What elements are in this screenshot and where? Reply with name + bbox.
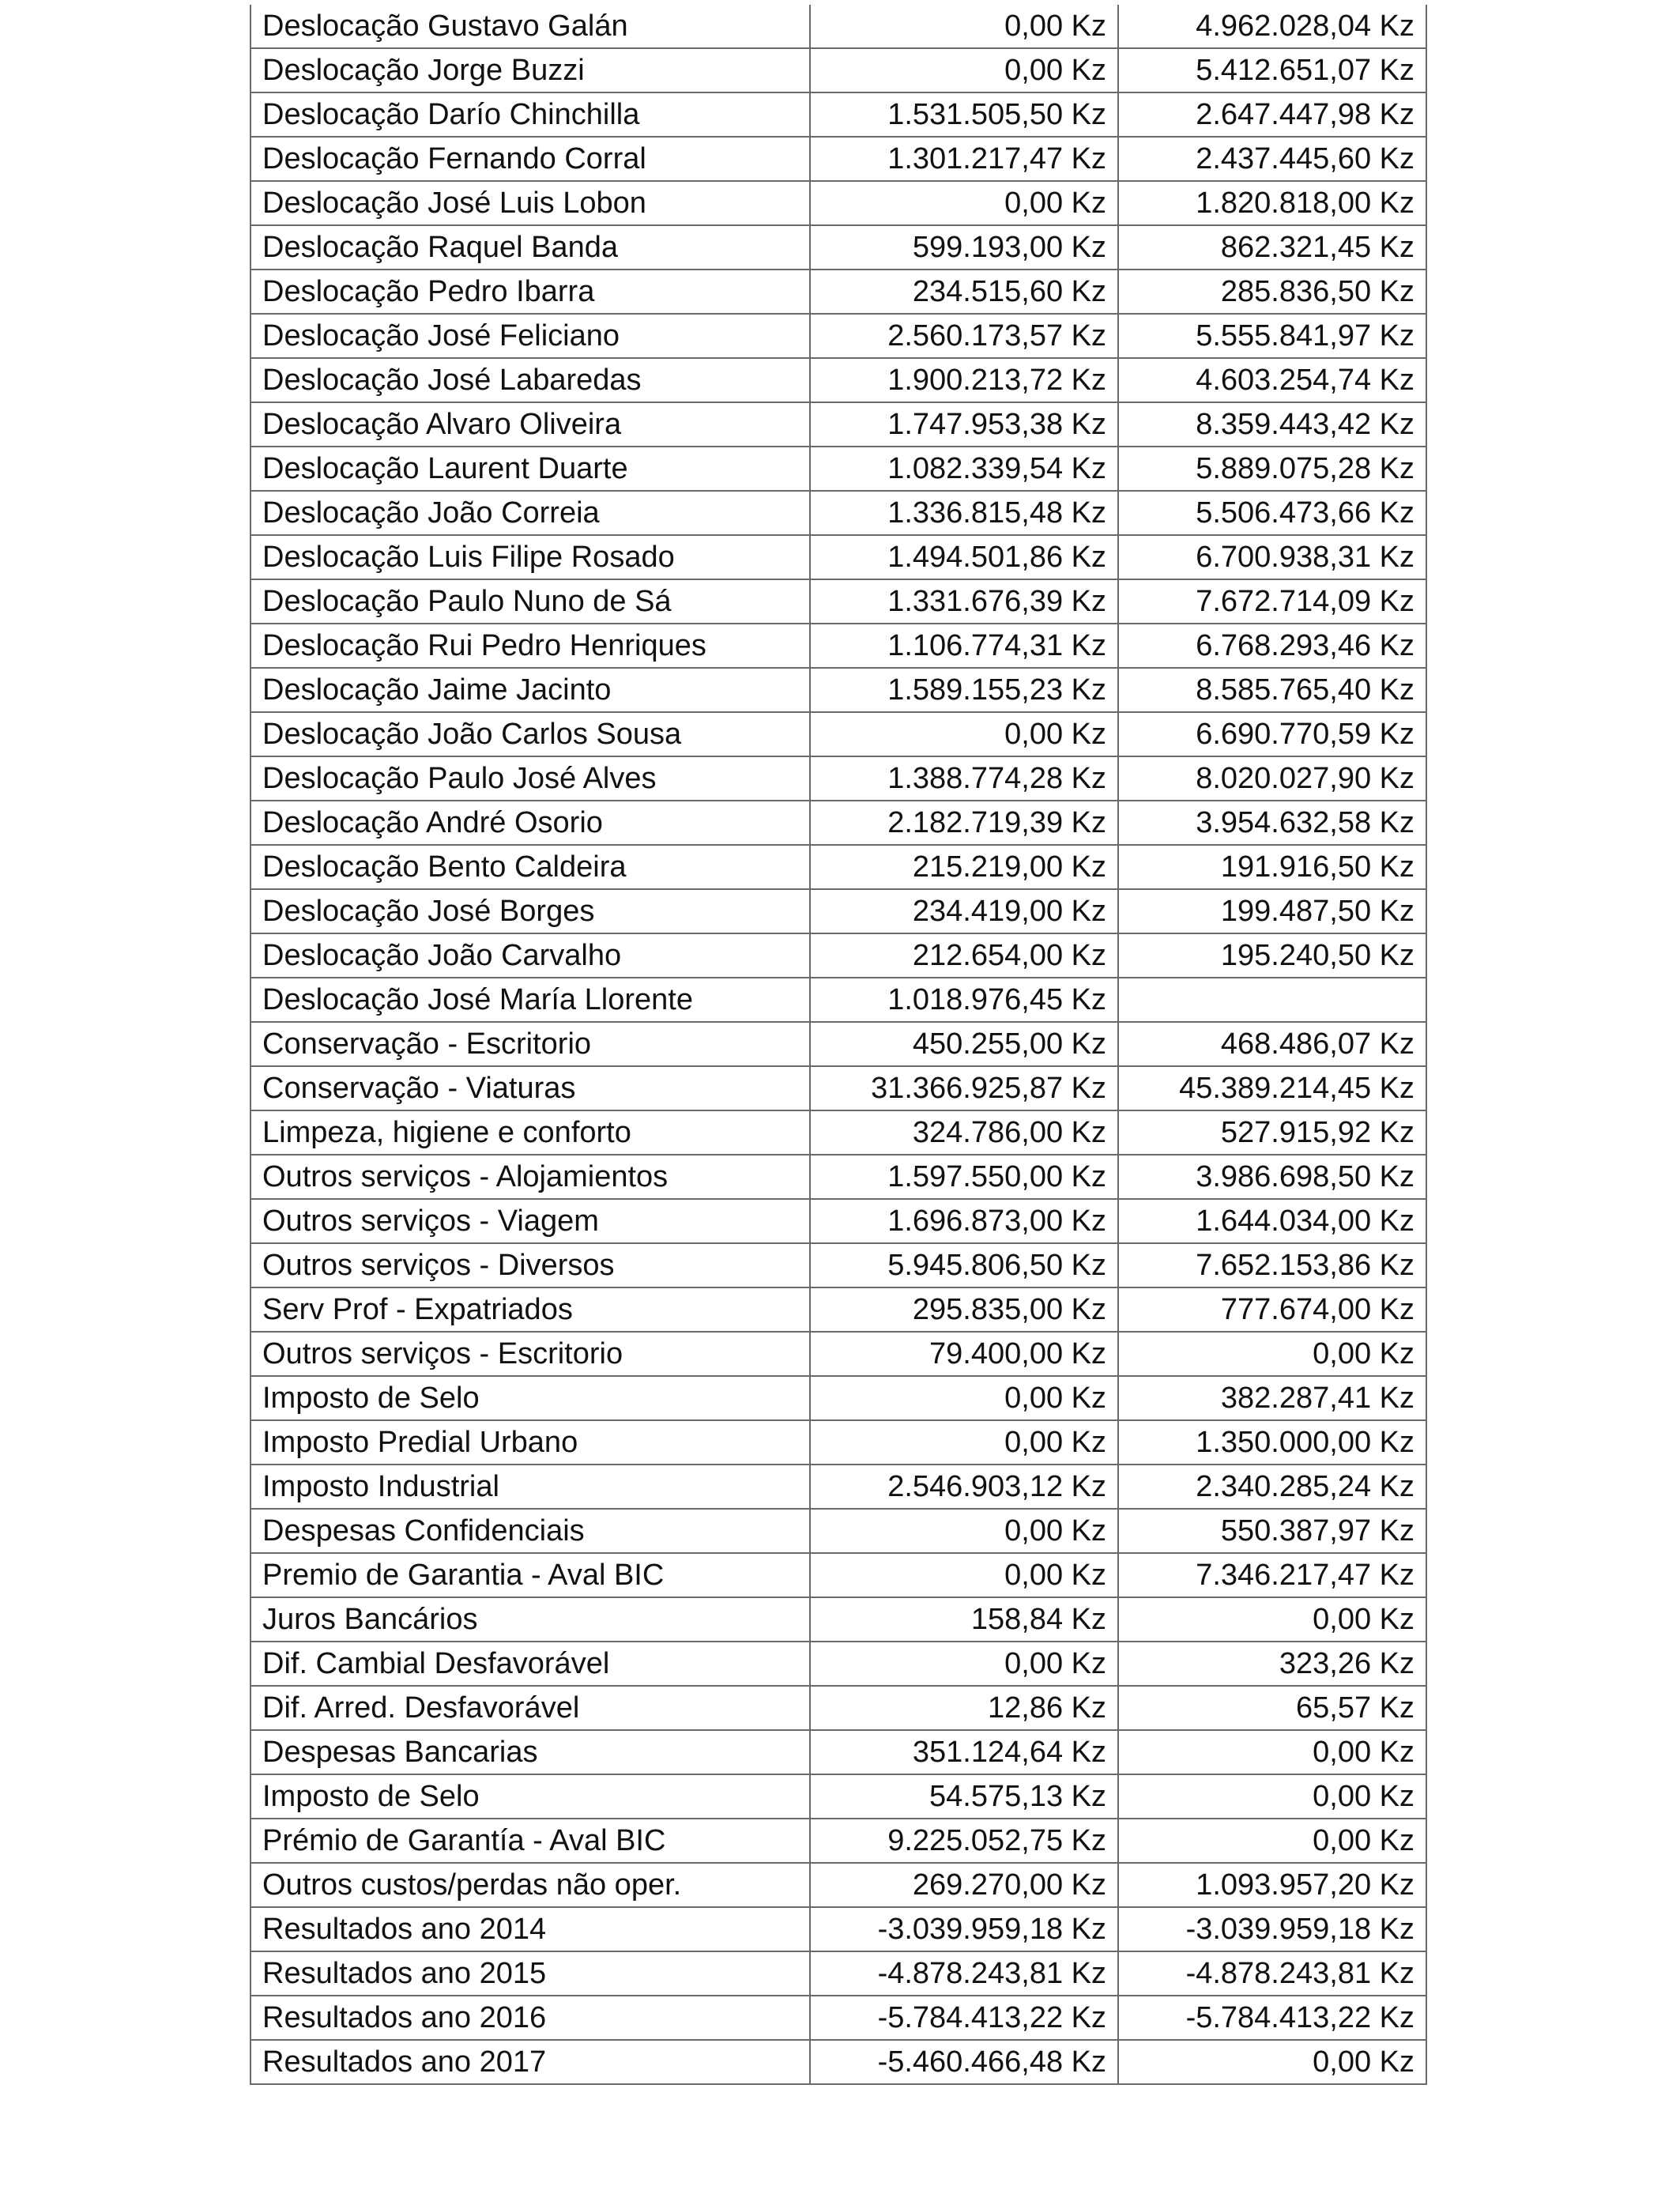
row-label: Deslocação Bento Caldeira [250, 845, 810, 889]
row-amount-b: 0,00 Kz [1118, 1819, 1426, 1863]
row-label: Premio de Garantia - Aval BIC [250, 1553, 810, 1597]
table-row [250, 1243, 1426, 1287]
row-amount-b: 6.700.938,31 Kz [1118, 535, 1426, 579]
row-amount-b: 7.346.217,47 Kz [1118, 1553, 1426, 1597]
table-row [250, 225, 1426, 270]
row-amount-a: 0,00 Kz [810, 1553, 1118, 1597]
row-amount-a: 2.546.903,12 Kz [810, 1465, 1118, 1509]
row-amount-a: 215.219,00 Kz [810, 845, 1118, 889]
row-amount-b: 7.672.714,09 Kz [1118, 579, 1426, 624]
row-amount-a: 324.786,00 Kz [810, 1110, 1118, 1155]
table-row [250, 1730, 1426, 1774]
row-amount-b: 191.916,50 Kz [1118, 845, 1426, 889]
row-amount-a: 9.225.052,75 Kz [810, 1819, 1118, 1863]
row-amount-a: 31.366.925,87 Kz [810, 1066, 1118, 1110]
row-amount-b: 5.412.651,07 Kz [1118, 48, 1426, 92]
row-label: Limpeza, higiene e conforto [250, 1110, 810, 1155]
table-row [250, 579, 1426, 624]
table-row [250, 1376, 1426, 1420]
row-label: Deslocação Jaime Jacinto [250, 668, 810, 712]
row-amount-a: 1.018.976,45 Kz [810, 978, 1118, 1022]
row-amount-a: 1.106.774,31 Kz [810, 624, 1118, 668]
row-amount-a: 269.270,00 Kz [810, 1863, 1118, 1907]
table-row [250, 1907, 1426, 1951]
table-row [250, 137, 1426, 181]
row-amount-b: 195.240,50 Kz [1118, 933, 1426, 978]
table-row [250, 48, 1426, 92]
table-row [250, 1774, 1426, 1819]
row-amount-a: 158,84 Kz [810, 1597, 1118, 1642]
row-amount-a: 1.696.873,00 Kz [810, 1199, 1118, 1243]
row-label: Deslocação João Carlos Sousa [250, 712, 810, 756]
row-amount-a: -5.784.413,22 Kz [810, 1996, 1118, 2040]
row-label: Imposto Industrial [250, 1465, 810, 1509]
row-amount-a: 450.255,00 Kz [810, 1022, 1118, 1066]
row-amount-b: 2.340.285,24 Kz [1118, 1465, 1426, 1509]
table-row [250, 1155, 1426, 1199]
row-amount-a: -3.039.959,18 Kz [810, 1907, 1118, 1951]
table-row [250, 1110, 1426, 1155]
table-row [250, 845, 1426, 889]
row-amount-b [1118, 978, 1426, 1022]
row-label: Resultados ano 2017 [250, 2040, 810, 2084]
row-amount-a: 2.560.173,57 Kz [810, 314, 1118, 358]
row-label: Deslocação João Carvalho [250, 933, 810, 978]
row-amount-a: 54.575,13 Kz [810, 1774, 1118, 1819]
table-row [250, 1951, 1426, 1996]
row-amount-b: 8.020.027,90 Kz [1118, 756, 1426, 801]
table-row [250, 624, 1426, 668]
row-label: Deslocação José Luis Lobon [250, 181, 810, 225]
row-amount-a: 0,00 Kz [810, 181, 1118, 225]
row-amount-b: 4.603.254,74 Kz [1118, 358, 1426, 402]
table-row [250, 712, 1426, 756]
row-amount-b: 6.690.770,59 Kz [1118, 712, 1426, 756]
row-amount-b: 7.652.153,86 Kz [1118, 1243, 1426, 1287]
expense-ledger-table [250, 5, 1427, 2085]
row-amount-b: 468.486,07 Kz [1118, 1022, 1426, 1066]
table-row [250, 402, 1426, 447]
table-row [250, 1819, 1426, 1863]
row-amount-a: 1.494.501,86 Kz [810, 535, 1118, 579]
row-amount-a: 1.597.550,00 Kz [810, 1155, 1118, 1199]
row-amount-a: 234.419,00 Kz [810, 889, 1118, 933]
row-amount-b: 65,57 Kz [1118, 1686, 1426, 1730]
row-amount-b: 0,00 Kz [1118, 1597, 1426, 1642]
row-amount-b: 199.487,50 Kz [1118, 889, 1426, 933]
table-row [250, 801, 1426, 845]
table-row [250, 1642, 1426, 1686]
row-amount-b: -5.784.413,22 Kz [1118, 1996, 1426, 2040]
row-label: Deslocação José María Llorente [250, 978, 810, 1022]
row-amount-b: 382.287,41 Kz [1118, 1376, 1426, 1420]
table-row [250, 1686, 1426, 1730]
row-label: Juros Bancários [250, 1597, 810, 1642]
table-row [250, 756, 1426, 801]
row-amount-a: 5.945.806,50 Kz [810, 1243, 1118, 1287]
table-row [250, 978, 1426, 1022]
table-row [250, 933, 1426, 978]
table-row [250, 5, 1426, 48]
table-row [250, 889, 1426, 933]
table-row [250, 1199, 1426, 1243]
row-label: Deslocação Laurent Duarte [250, 447, 810, 491]
row-label: Outros custos/perdas não oper. [250, 1863, 810, 1907]
row-label: Dif. Cambial Desfavorável [250, 1642, 810, 1686]
row-label: Deslocação Alvaro Oliveira [250, 402, 810, 447]
row-amount-b: 8.359.443,42 Kz [1118, 402, 1426, 447]
row-amount-a: 1.747.953,38 Kz [810, 402, 1118, 447]
row-label: Prémio de Garantía - Aval BIC [250, 1819, 810, 1863]
row-label: Imposto de Selo [250, 1376, 810, 1420]
row-amount-a: 0,00 Kz [810, 1420, 1118, 1465]
table-row [250, 447, 1426, 491]
row-amount-b: 3.954.632,58 Kz [1118, 801, 1426, 845]
row-amount-a: 1.082.339,54 Kz [810, 447, 1118, 491]
table-row [250, 1553, 1426, 1597]
row-amount-b: 3.986.698,50 Kz [1118, 1155, 1426, 1199]
row-amount-a: 1.589.155,23 Kz [810, 668, 1118, 712]
row-amount-a: 234.515,60 Kz [810, 270, 1118, 314]
row-amount-b: -3.039.959,18 Kz [1118, 1907, 1426, 1951]
row-amount-a: 1.301.217,47 Kz [810, 137, 1118, 181]
row-label: Outros serviços - Viagem [250, 1199, 810, 1243]
row-amount-a: 12,86 Kz [810, 1686, 1118, 1730]
row-label: Deslocação José Labaredas [250, 358, 810, 402]
table-row [250, 1332, 1426, 1376]
row-amount-b: 1.350.000,00 Kz [1118, 1420, 1426, 1465]
row-amount-b: 8.585.765,40 Kz [1118, 668, 1426, 712]
row-amount-a: 212.654,00 Kz [810, 933, 1118, 978]
table-row [250, 535, 1426, 579]
row-amount-b: 5.889.075,28 Kz [1118, 447, 1426, 491]
table-row [250, 1022, 1426, 1066]
table-row [250, 1287, 1426, 1332]
row-label: Dif. Arred. Desfavorável [250, 1686, 810, 1730]
table-row [250, 1509, 1426, 1553]
row-amount-b: 527.915,92 Kz [1118, 1110, 1426, 1155]
row-label: Deslocação Pedro Ibarra [250, 270, 810, 314]
row-amount-a: 1.336.815,48 Kz [810, 491, 1118, 535]
row-label: Resultados ano 2014 [250, 1907, 810, 1951]
table-row [250, 270, 1426, 314]
table-row [250, 181, 1426, 225]
row-amount-a: -5.460.466,48 Kz [810, 2040, 1118, 2084]
row-label: Deslocação Raquel Banda [250, 225, 810, 270]
row-amount-a: 0,00 Kz [810, 712, 1118, 756]
row-label: Deslocação Darío Chinchilla [250, 92, 810, 137]
row-amount-a: 0,00 Kz [810, 1376, 1118, 1420]
row-amount-b: 2.437.445,60 Kz [1118, 137, 1426, 181]
row-amount-b: 1.820.818,00 Kz [1118, 181, 1426, 225]
table-row [250, 1863, 1426, 1907]
table-row [250, 1420, 1426, 1465]
row-amount-a: 79.400,00 Kz [810, 1332, 1118, 1376]
row-label: Resultados ano 2015 [250, 1951, 810, 1996]
row-label: Serv Prof - Expatriados [250, 1287, 810, 1332]
row-amount-b: 5.506.473,66 Kz [1118, 491, 1426, 535]
row-amount-b: 4.962.028,04 Kz [1118, 5, 1426, 48]
row-amount-b: 777.674,00 Kz [1118, 1287, 1426, 1332]
table-row [250, 1996, 1426, 2040]
row-amount-b: 323,26 Kz [1118, 1642, 1426, 1686]
row-amount-a: 599.193,00 Kz [810, 225, 1118, 270]
row-amount-b: 0,00 Kz [1118, 2040, 1426, 2084]
row-label: Imposto de Selo [250, 1774, 810, 1819]
row-amount-b: 1.093.957,20 Kz [1118, 1863, 1426, 1907]
row-label: Deslocação José Borges [250, 889, 810, 933]
row-amount-a: 0,00 Kz [810, 5, 1118, 48]
row-label: Deslocação Jorge Buzzi [250, 48, 810, 92]
row-label: Deslocação Fernando Corral [250, 137, 810, 181]
row-amount-a: 1.331.676,39 Kz [810, 579, 1118, 624]
row-label: Resultados ano 2016 [250, 1996, 810, 2040]
row-label: Outros serviços - Escritorio [250, 1332, 810, 1376]
table-row [250, 314, 1426, 358]
row-label: Conservação - Escritorio [250, 1022, 810, 1066]
row-amount-a: 0,00 Kz [810, 48, 1118, 92]
table-row [250, 1465, 1426, 1509]
row-label: Deslocação João Correia [250, 491, 810, 535]
row-label: Deslocação Rui Pedro Henriques [250, 624, 810, 668]
row-amount-a: 351.124,64 Kz [810, 1730, 1118, 1774]
row-amount-a: -4.878.243,81 Kz [810, 1951, 1118, 1996]
row-amount-b: 862.321,45 Kz [1118, 225, 1426, 270]
row-amount-a: 295.835,00 Kz [810, 1287, 1118, 1332]
row-amount-b: 6.768.293,46 Kz [1118, 624, 1426, 668]
row-label: Deslocação Paulo Nuno de Sá [250, 579, 810, 624]
row-amount-b: -4.878.243,81 Kz [1118, 1951, 1426, 1996]
row-amount-b: 45.389.214,45 Kz [1118, 1066, 1426, 1110]
row-label: Deslocação José Feliciano [250, 314, 810, 358]
row-amount-b: 0,00 Kz [1118, 1332, 1426, 1376]
table-row [250, 2040, 1426, 2084]
row-label: Conservação - Viaturas [250, 1066, 810, 1110]
row-label: Deslocação André Osorio [250, 801, 810, 845]
row-amount-b: 2.647.447,98 Kz [1118, 92, 1426, 137]
table-row [250, 491, 1426, 535]
row-amount-a: 1.531.505,50 Kz [810, 92, 1118, 137]
row-label: Deslocação Paulo José Alves [250, 756, 810, 801]
row-amount-a: 0,00 Kz [810, 1509, 1118, 1553]
row-amount-a: 2.182.719,39 Kz [810, 801, 1118, 845]
row-amount-b: 285.836,50 Kz [1118, 270, 1426, 314]
row-amount-a: 1.388.774,28 Kz [810, 756, 1118, 801]
row-amount-a: 1.900.213,72 Kz [810, 358, 1118, 402]
row-label: Imposto Predial Urbano [250, 1420, 810, 1465]
table-row [250, 668, 1426, 712]
row-amount-b: 5.555.841,97 Kz [1118, 314, 1426, 358]
row-amount-b: 550.387,97 Kz [1118, 1509, 1426, 1553]
row-amount-b: 0,00 Kz [1118, 1730, 1426, 1774]
row-amount-b: 1.644.034,00 Kz [1118, 1199, 1426, 1243]
row-label: Outros serviços - Diversos [250, 1243, 810, 1287]
table-row [250, 92, 1426, 137]
row-label: Despesas Bancarias [250, 1730, 810, 1774]
row-amount-b: 0,00 Kz [1118, 1774, 1426, 1819]
row-label: Outros serviços - Alojamientos [250, 1155, 810, 1199]
table-row [250, 1066, 1426, 1110]
row-amount-a: 0,00 Kz [810, 1642, 1118, 1686]
table-row [250, 1597, 1426, 1642]
table-row [250, 358, 1426, 402]
row-label: Despesas Confidenciais [250, 1509, 810, 1553]
row-label: Deslocação Luis Filipe Rosado [250, 535, 810, 579]
ledger-body [250, 5, 1426, 2084]
row-label: Deslocação Gustavo Galán [250, 5, 810, 48]
